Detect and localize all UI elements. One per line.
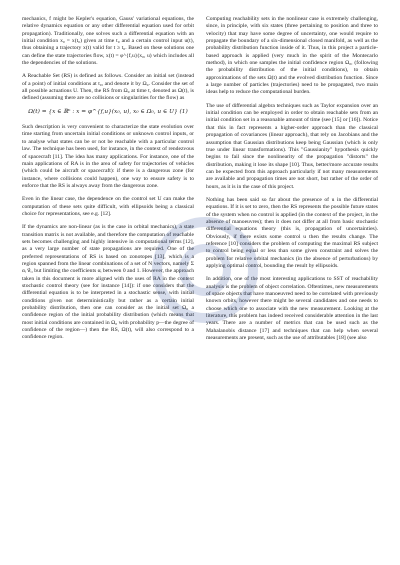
paragraph: If the dynamics are non-linear (as is the case in orbital mechanics), a state transition matrix is not available, and therefore the computation of reachable sets becomes challenging and highly intensive in computational terms [12], as a very large number of state propagations are required. One of the preferred representations of RS is based on zonotopes [13], which is a region spanned from the linear combinations of a set of N vectors, namely Σ αᵢ v⃗ᵢ, but limiting the coefficients αᵢ between 0 and 1. However, the approach taken in this document is more aligned with the uses of RA in the context stochastic control theory (see for instance [14]): if one considers that the differential equation is to be interpreted in a stochastic sense, with initial conditions given not deterministically but rather as a certain initial probability distribution, then one can consider as the initial set Ω₀ a confidence region of the initial probability distribution (which means that most initial conditions are contained in Ω₀ with probability p—the degree of confidence of the region—) then the RS, Ω(t), will also correspond to a confidence region. [22, 224, 194, 341]
equation-1: Ω(t) = {x ∈ ℝⁿ : x = φ^{f,u}(x₀, u), x₀ ∈ Ω₀, u ∈ U} (1) [28, 108, 188, 115]
paragraph: In addition, one of the most interesting applications to SST of reachability analysis is the problem of object correlation. Oftentimes, new measurements of space objects that have manoeuvred need to be correlated with previously known orbits, however there might be several candidates and one needs to choose which one to associate with the new measurement. Looking at the literature, this problem has indeed received considerable attention in the last years. There are a number of metrics that can be used such as the Mahalanobis distance [17] and techniques that can help when several measurements are present, such as the use of attributables [18] (see also [206, 276, 378, 342]
left-column [22, 16, 194, 348]
paragraph: Such description is very convenient to characterize the state evolution over time starting from uncertain initial conditions or unknown control inputs, or to analyse what states can be or not be reachable with a particular control law. The technique has been used, for instance, in the context of rendezvous of spacecraft [11]. The idea has many applications. For instance, one of the main applications of RA is in the area of safety for trajectories of vehicles (which could be aircraft or spacecraft): if there is a dangerous zone (for instance, where collisions could happen), one way to ensure safety is to enforce that the RS is always away from the dangerous zone. [22, 124, 194, 189]
right-column [206, 16, 378, 348]
paragraph: Even in the linear case, the dependence on the control set U can make the computation of these sets quite difficult, with ellipsoids being a classical choice for representations, see e.g. [12]. [22, 196, 194, 217]
paragraph: mechanics, f might be Kepler's equation, Gauss' variational equations, the relative dynamics equation or any other differential equation used for orbit propagation). Traditionally, one solves such a differential equation with an initial condition x₀ = x(t₀) given at time t₀ and a certain control input u(t), thus obtaining a trajectory x(t) valid for t ≥ t₀. Based on these solutions one can define the state trajectories flow, x(t) = φ^{f,u}(x₀, u) which includes all the dependencies of the solutions. [22, 16, 194, 67]
paragraph: Nothing has been said so far about the presence of u in the differential equations. If it is set to zero, then the RS represents the possible future states of the system when no control is applied (in the context of the project, in the absence of manoeuvres); then it does not differ at all from basic stochastic differential equations theory (this is, propagation of uncertainties). Obviously, if there exists some control u then the results change. The reference [10] considers the problem of computing the maximal RS subject to control being equal or less than some given constraint and solves the problem for relative orbital mechanics (in the absence of perturbations) by applying optimal control, bounding the result by ellipsoids. [206, 196, 378, 269]
paragraph: The use of differential algebra techniques such as Taylor expansion over an initial condition can be employed in order to obtain reachable sets from an initial condition set in a reasonable amount of time (see [15] or [16]). Notice that this in fact represents a higher-order approach than the classical propagation of covariances (linear approach), that rely on Jacobians and the assumption that Gaussian distributions keep being Gaussian (which is only true under linear transformations). This "Gaussianity" hypothesis quickly begins to fail since the nonlinearity of the propagation "distorts" the distribution, making it lose its shape [10]. Thus, better/more accurate results can be expected from this approach particularly if not many measurements are available and propagation times are not short, but rather of the order of hours, as it is in the case of this project. [206, 102, 378, 190]
paragraph: Computing reachability sets in the nonlinear case is extremely challenging, since, in principle, with six states (three pertaining to position and three to velocity) that may have some degree of uncertainty, one would require to propagate the boundary of a six-dimensional closed manifold, as well as the probability distribution function inside of it. Thus, in this project a particle-based approach is applied (very much in the spirit of the Montecarlo method), in which one samples the initial confidence region Ω₀, (following the probability distribution of the initial conditions), to obtain approximations of the sets Ω(t) and the evolved distribution function. Since a large number of particles (trajectories) need to be propagated, two main ideas help to reduce the computational burden. [206, 16, 378, 96]
paragraph: A Reachable Set (RS) is defined as follows. Consider an initial set (instead of a point) of initial conditions at t₀, and denote it by Ω₀. Consider the set of all possible actuations U. Then, the RS from Ω₀ at time t, denoted as Ω(t), is defined (assuming there are no collisions or singularities for the flow) as [22, 73, 194, 102]
